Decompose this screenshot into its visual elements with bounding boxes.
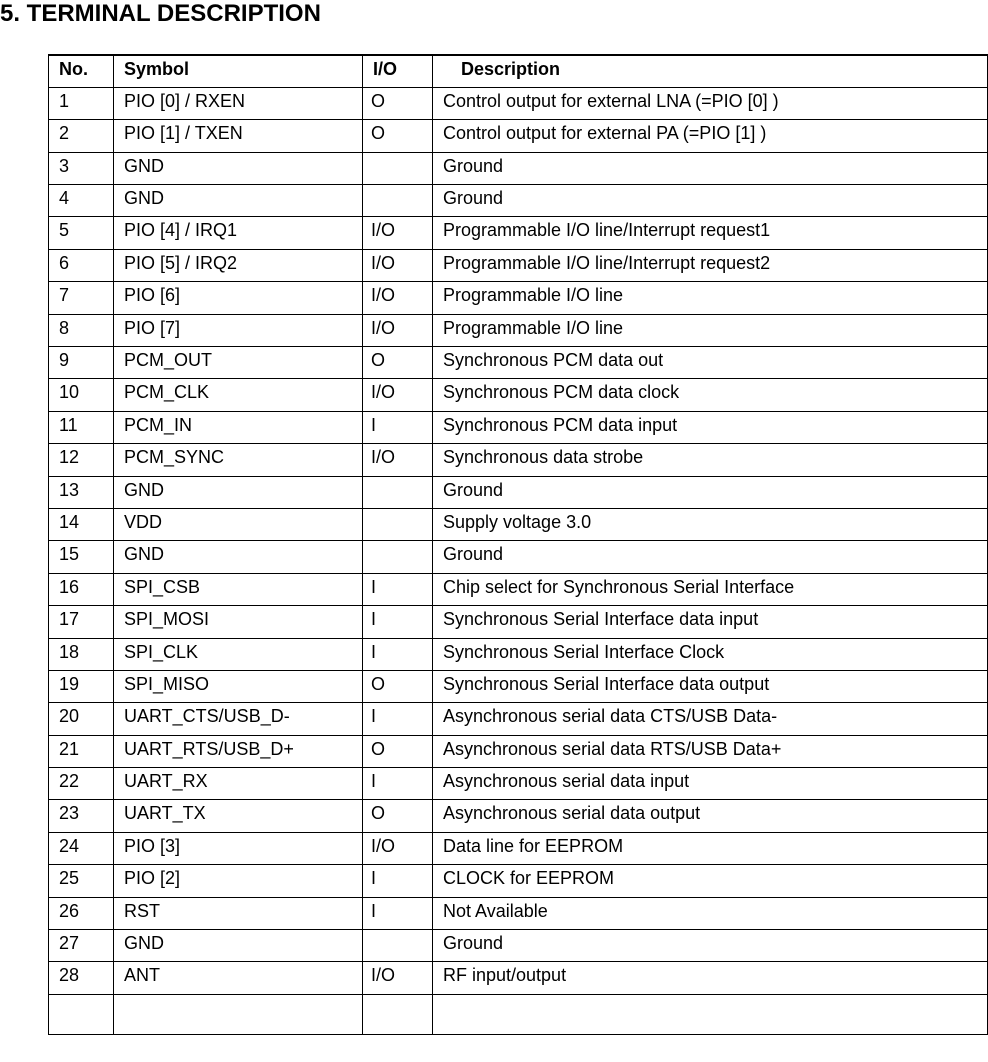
cell-no: 12 [49, 444, 114, 476]
cell-io: O [363, 120, 433, 152]
cell-symbol: PIO [2] [114, 865, 363, 897]
table-row [49, 379, 988, 411]
cell-description: Control output for external LNA (=PIO [0] ) [433, 87, 988, 119]
cell-symbol: SPI_CLK [114, 638, 363, 670]
cell-no: 3 [49, 152, 114, 184]
cell-io: O [363, 87, 433, 119]
table-row [49, 768, 988, 800]
terminal-description-table [48, 54, 988, 1035]
cell-description: Ground [433, 476, 988, 508]
cell-io: I/O [363, 832, 433, 864]
cell-description: Supply voltage 3.0 [433, 508, 988, 540]
cell-symbol: SPI_MOSI [114, 606, 363, 638]
cell-no: 1 [49, 87, 114, 119]
cell-description: Synchronous PCM data out [433, 347, 988, 379]
cell-description: Programmable I/O line/Interrupt request2 [433, 249, 988, 281]
empty-cell [49, 994, 114, 1034]
cell-no: 26 [49, 897, 114, 929]
cell-no: 17 [49, 606, 114, 638]
table-row [49, 314, 988, 346]
cell-no: 25 [49, 865, 114, 897]
table-row [49, 703, 988, 735]
cell-description: Asynchronous serial data output [433, 800, 988, 832]
cell-io: I [363, 865, 433, 897]
cell-description: Synchronous PCM data input [433, 411, 988, 443]
table-row [49, 217, 988, 249]
cell-symbol: PCM_CLK [114, 379, 363, 411]
cell-symbol: SPI_MISO [114, 670, 363, 702]
cell-description: CLOCK for EEPROM [433, 865, 988, 897]
cell-description: Ground [433, 152, 988, 184]
cell-symbol: PIO [5] / IRQ2 [114, 249, 363, 281]
cell-io [363, 541, 433, 573]
cell-io: I [363, 411, 433, 443]
cell-io: I/O [363, 379, 433, 411]
cell-io: I/O [363, 282, 433, 314]
cell-no: 16 [49, 573, 114, 605]
table-row [49, 606, 988, 638]
cell-symbol: UART_TX [114, 800, 363, 832]
header-description: Description [433, 55, 988, 87]
cell-description: Synchronous Serial Interface data input [433, 606, 988, 638]
cell-io: O [363, 735, 433, 767]
cell-symbol: UART_CTS/USB_D- [114, 703, 363, 735]
table-row [49, 508, 988, 540]
cell-no: 2 [49, 120, 114, 152]
cell-no: 5 [49, 217, 114, 249]
cell-no: 27 [49, 930, 114, 962]
cell-no: 15 [49, 541, 114, 573]
cell-description: Control output for external PA (=PIO [1] ) [433, 120, 988, 152]
cell-description: Asynchronous serial data RTS/USB Data+ [433, 735, 988, 767]
cell-no: 20 [49, 703, 114, 735]
cell-io: I/O [363, 444, 433, 476]
cell-description: Programmable I/O line [433, 314, 988, 346]
cell-no: 19 [49, 670, 114, 702]
cell-io: I/O [363, 249, 433, 281]
cell-description: Not Available [433, 897, 988, 929]
cell-no: 7 [49, 282, 114, 314]
cell-symbol: PIO [6] [114, 282, 363, 314]
cell-no: 28 [49, 962, 114, 994]
table-row [49, 930, 988, 962]
cell-symbol: PIO [7] [114, 314, 363, 346]
cell-no: 18 [49, 638, 114, 670]
table-row [49, 670, 988, 702]
cell-io: I [363, 606, 433, 638]
cell-symbol: VDD [114, 508, 363, 540]
table-row [49, 897, 988, 929]
table-body [49, 87, 988, 1034]
table-row [49, 249, 988, 281]
cell-no: 22 [49, 768, 114, 800]
cell-description: Ground [433, 930, 988, 962]
table-row [49, 865, 988, 897]
table-row [49, 152, 988, 184]
empty-cell [114, 994, 363, 1034]
cell-no: 21 [49, 735, 114, 767]
table-row [49, 120, 988, 152]
cell-symbol: GND [114, 541, 363, 573]
cell-symbol: PIO [0] / RXEN [114, 87, 363, 119]
table-row [49, 282, 988, 314]
cell-description: Synchronous PCM data clock [433, 379, 988, 411]
table-row [49, 573, 988, 605]
cell-symbol: PIO [1] / TXEN [114, 120, 363, 152]
cell-description: Chip select for Synchronous Serial Interface [433, 573, 988, 605]
cell-io [363, 508, 433, 540]
cell-io: I/O [363, 314, 433, 346]
table-row [49, 476, 988, 508]
cell-description: Synchronous Serial Interface Clock [433, 638, 988, 670]
table-row [49, 638, 988, 670]
cell-description: Asynchronous serial data CTS/USB Data- [433, 703, 988, 735]
cell-symbol: GND [114, 185, 363, 217]
cell-symbol: PCM_IN [114, 411, 363, 443]
cell-no: 23 [49, 800, 114, 832]
cell-no: 11 [49, 411, 114, 443]
cell-symbol: UART_RX [114, 768, 363, 800]
cell-description: Programmable I/O line/Interrupt request1 [433, 217, 988, 249]
table-row [49, 800, 988, 832]
cell-no: 14 [49, 508, 114, 540]
cell-description: Data line for EEPROM [433, 832, 988, 864]
cell-description: Synchronous data strobe [433, 444, 988, 476]
cell-io: I [363, 638, 433, 670]
empty-cell [433, 994, 988, 1034]
cell-symbol: GND [114, 476, 363, 508]
cell-symbol: GND [114, 930, 363, 962]
cell-io: I [363, 703, 433, 735]
cell-symbol: RST [114, 897, 363, 929]
header-no: No. [49, 55, 114, 87]
cell-io: I [363, 897, 433, 929]
cell-symbol: UART_RTS/USB_D+ [114, 735, 363, 767]
table-row [49, 87, 988, 119]
table-row [49, 444, 988, 476]
cell-description: Ground [433, 541, 988, 573]
cell-description: Asynchronous serial data input [433, 768, 988, 800]
cell-no: 24 [49, 832, 114, 864]
section-heading: 5. TERMINAL DESCRIPTION [0, 0, 321, 27]
cell-symbol: GND [114, 152, 363, 184]
cell-no: 6 [49, 249, 114, 281]
cell-symbol: SPI_CSB [114, 573, 363, 605]
table-header-row [49, 55, 988, 87]
cell-io: I [363, 768, 433, 800]
cell-io: I [363, 573, 433, 605]
table-row [49, 962, 988, 994]
cell-no: 4 [49, 185, 114, 217]
cell-io [363, 476, 433, 508]
header-symbol: Symbol [114, 55, 363, 87]
cell-no: 9 [49, 347, 114, 379]
cell-io: O [363, 800, 433, 832]
cell-no: 10 [49, 379, 114, 411]
table-row [49, 347, 988, 379]
cell-symbol: PCM_OUT [114, 347, 363, 379]
cell-io: O [363, 670, 433, 702]
table-row [49, 541, 988, 573]
header-io: I/O [363, 55, 433, 87]
cell-io: I/O [363, 962, 433, 994]
cell-io [363, 930, 433, 962]
cell-symbol: PIO [4] / IRQ1 [114, 217, 363, 249]
table-row [49, 411, 988, 443]
cell-description: RF input/output [433, 962, 988, 994]
cell-io: I/O [363, 217, 433, 249]
table-row [49, 185, 988, 217]
cell-symbol: PCM_SYNC [114, 444, 363, 476]
cell-no: 13 [49, 476, 114, 508]
cell-no: 8 [49, 314, 114, 346]
cell-description: Synchronous Serial Interface data output [433, 670, 988, 702]
cell-description: Programmable I/O line [433, 282, 988, 314]
cell-io [363, 185, 433, 217]
cell-symbol: PIO [3] [114, 832, 363, 864]
cell-description: Ground [433, 185, 988, 217]
cell-io: O [363, 347, 433, 379]
cell-io [363, 152, 433, 184]
empty-cell [363, 994, 433, 1034]
cell-symbol: ANT [114, 962, 363, 994]
table-row [49, 735, 988, 767]
table-row [49, 832, 988, 864]
table-row-empty [49, 994, 988, 1034]
